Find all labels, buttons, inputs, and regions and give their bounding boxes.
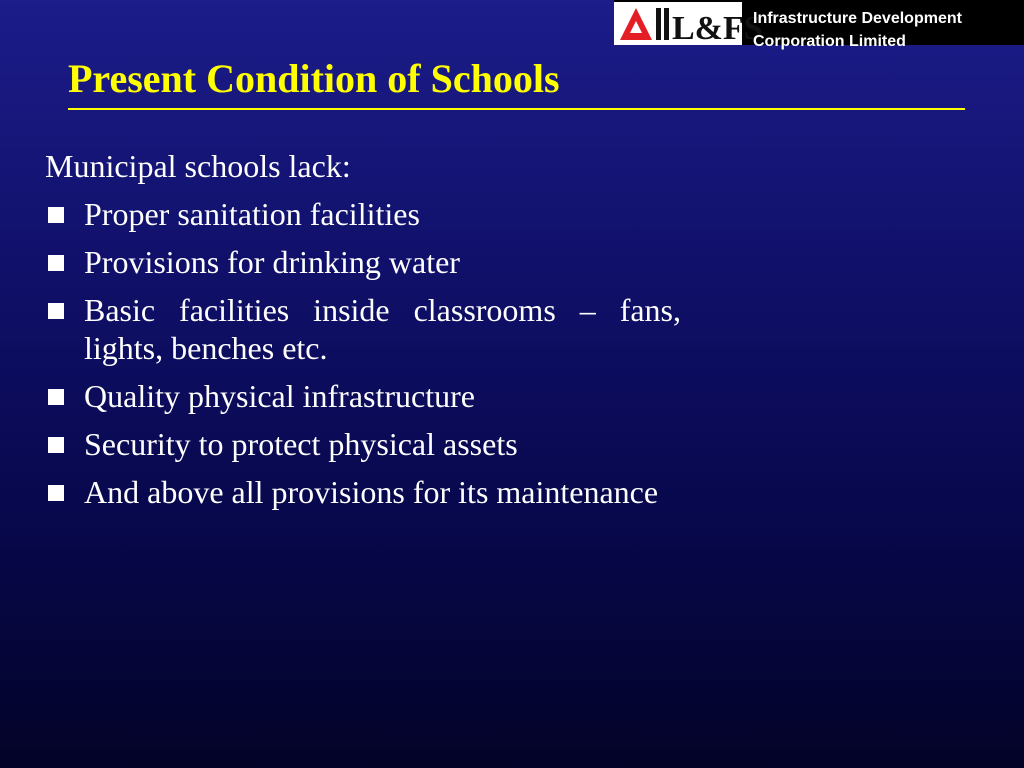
bullet-text: Proper sanitation facilities bbox=[84, 196, 420, 232]
square-bullet-icon bbox=[48, 437, 64, 453]
square-bullet-icon bbox=[48, 389, 64, 405]
bullet-text: Quality physical infrastructure bbox=[84, 378, 475, 414]
slide-content bbox=[45, 147, 681, 521]
ilfs-logo bbox=[614, 2, 763, 47]
company-name-line2: Corporation Limited bbox=[753, 33, 906, 50]
ilfs-logo-icon bbox=[614, 2, 763, 47]
bullet-text: Provisions for drinking water bbox=[84, 244, 460, 280]
bullet-item bbox=[45, 195, 681, 233]
logo-lettering: L&FS bbox=[672, 10, 763, 47]
company-name-line1: Infrastructure Development bbox=[753, 10, 962, 27]
bullet-item bbox=[45, 473, 681, 511]
square-bullet-icon bbox=[48, 255, 64, 271]
bullet-item bbox=[45, 425, 681, 463]
square-bullet-icon bbox=[48, 485, 64, 501]
intro-text: Municipal schools lack: bbox=[45, 148, 351, 184]
bullet-text: And above all provisions for its maintenance bbox=[84, 474, 659, 510]
square-bullet-icon bbox=[48, 207, 64, 223]
slide-title: Present Condition of Schools bbox=[68, 56, 560, 101]
company-name bbox=[753, 7, 1021, 53]
bullet-item bbox=[45, 377, 681, 415]
title-underline bbox=[68, 108, 965, 110]
bullet-list bbox=[45, 195, 681, 511]
bullet-text: Security to protect physical assets bbox=[84, 426, 518, 462]
bullet-item bbox=[45, 291, 681, 367]
square-bullet-icon bbox=[48, 303, 64, 319]
bullet-text: Basic facilities inside classrooms – fans, lights, benches etc. bbox=[84, 292, 681, 366]
bullet-item bbox=[45, 243, 681, 281]
